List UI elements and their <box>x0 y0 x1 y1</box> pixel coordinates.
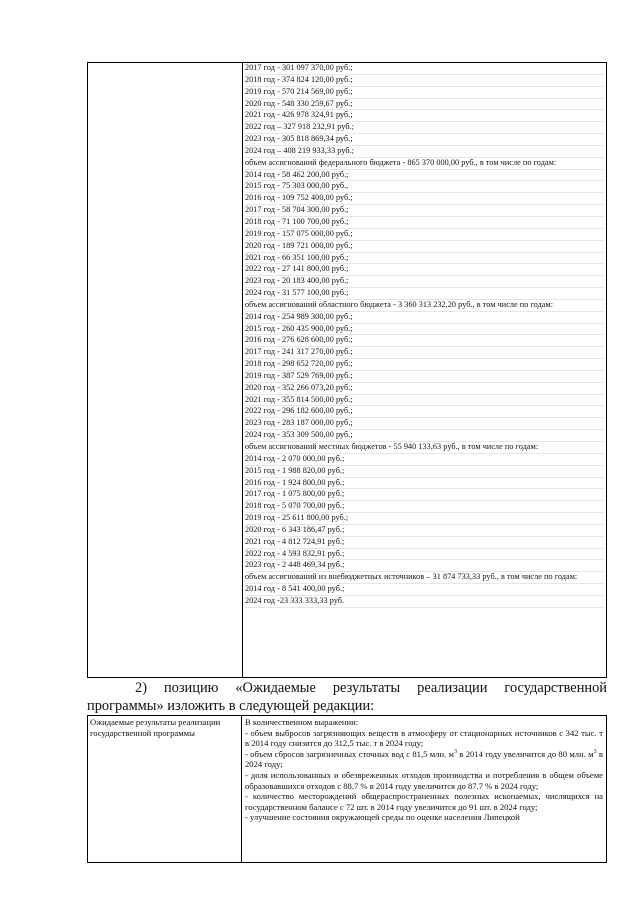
funding-line: 2014 год - 58 462 200,00 руб.; <box>245 170 604 182</box>
result-item: - количество месторождений общераспространенных полезных ископаемых, числящихся на государственном балансе с 72 шт. в 2014 году увеличится до 91 шт. в 2024 году; <box>245 791 603 812</box>
funding-line: 2018 год - 71 100 700,00 руб.; <box>245 217 604 229</box>
funding-line: 2015 год - 1 988 820,00 руб.; <box>245 466 604 478</box>
funding-line: 2019 год - 387 529 769,00 руб.; <box>245 371 604 383</box>
funding-table <box>87 62 607 678</box>
funding-line: 2017 год - 241 317 270,00 руб.; <box>245 347 604 359</box>
funding-line: 2018 год - 298 652 720,00 руб.; <box>245 359 604 371</box>
results-intro: В количественном выражении: <box>245 717 359 727</box>
funding-line: 2020 год - 548 330 259,67 руб.; <box>245 99 604 111</box>
funding-line: 2024 год -23 333 333,33 руб. <box>245 596 604 608</box>
funding-line: объем ассигнований местных бюджетов - 55 940 133,63 руб., в том числе по годам: <box>245 442 604 454</box>
result-item-text: в 2024 году; <box>245 748 603 770</box>
funding-line: 2016 год - 1 924 800,00 руб.; <box>245 478 604 490</box>
funding-line: 2024 год – 408 219 933,33 руб.; <box>245 146 604 158</box>
funding-line: 2023 год - 283 187 000,00 руб.; <box>245 418 604 430</box>
funding-line: 2014 год - 8 541 400,00 руб.; <box>245 584 604 596</box>
funding-line: объем ассигнований федерального бюджета - 865 370 000,00 руб., в том числе по годам: <box>245 158 604 170</box>
funding-line: 2022 год - 4 593 832,91 руб.; <box>245 549 604 561</box>
funding-line: 2015 год - 260 435 900,00 руб.; <box>245 324 604 336</box>
funding-line: 2020 год - 352 266 073,20 руб.; <box>245 383 604 395</box>
results-table-value-cell <box>243 716 606 823</box>
result-item: - объем выбросов загрязняющих веществ в атмосферу от стационарных источников с 342 тыс. т в 2014 году снизится до 312,5 тыс. т в 2024 году; <box>245 727 603 749</box>
results-label: Ожидаемые результаты реализации государственной программы <box>90 717 221 738</box>
funding-line: 2020 год - 189 721 000,00 руб.; <box>245 241 604 253</box>
result-item-text: в 2014 году увеличится до 80 млн. м <box>456 748 594 759</box>
funding-line: 2019 год - 570 214 569,00 руб.; <box>245 87 604 99</box>
funding-line: 2022 год - 296 182 600,00 руб.; <box>245 406 604 418</box>
funding-line: 2016 год - 276 628 600,00 руб.; <box>245 335 604 347</box>
superscript: 3 <box>453 748 457 755</box>
results-table <box>87 715 607 863</box>
funding-line: 2016 год - 109 752 400,00 руб.; <box>245 193 604 205</box>
result-item: - доля использованных и обезвреженных отходов производства и потребления в общем объеме образовавшихся отходов с 88.7 % в 2014 году увеличится до 87.7 % в 2024 году; <box>245 769 603 791</box>
funding-line: 2021 год - 426 978 324,91 руб.; <box>245 110 604 122</box>
funding-line: объем ассигнований из внебюджетных источников – 31 874 733,33 руб., в том числе по годам: <box>245 572 604 584</box>
results-table-label-cell <box>88 716 242 862</box>
funding-line: 2020 год - 6 343 186,47 руб.; <box>245 525 604 537</box>
superscript: 3 <box>593 748 597 755</box>
funding-line: 2024 год - 353 309 500,00 руб.; <box>245 430 604 442</box>
funding-line: 2021 год - 355 814 500,00 руб.; <box>245 395 604 407</box>
funding-line: 2015 год - 75 303 000,00 руб., <box>245 181 604 193</box>
result-item <box>245 749 603 770</box>
funding-line: 2018 год - 5 070 700,00 руб.; <box>245 501 604 513</box>
funding-line: 2017 год - 1 075 800,00 руб.; <box>245 489 604 501</box>
funding-table-value-cell <box>243 63 606 608</box>
funding-line: 2018 год - 374 824 120,00 руб.; <box>245 75 604 87</box>
funding-table-label-cell <box>88 63 243 677</box>
funding-line: 2019 год - 157 075 000,00 руб.; <box>245 229 604 241</box>
funding-line: 2021 год - 4 812 724,91 руб.; <box>245 537 604 549</box>
funding-line: 2022 год - 27 141 800,00 руб.; <box>245 264 604 276</box>
funding-line: 2022 год – 327 918 232,91 руб.; <box>245 122 604 134</box>
funding-line: 2014 год - 254 989 300,00 руб.; <box>245 312 604 324</box>
funding-line: 2019 год - 25 611 800,00 руб.; <box>245 513 604 525</box>
funding-line: 2021 год - 66 351 100,00 руб.; <box>245 253 604 265</box>
result-item: - улучшение состояния окружающей среды по оценке населения Липецкой <box>245 812 520 823</box>
funding-line: 2014 год - 2 070 000,00 руб.; <box>245 454 604 466</box>
funding-line: 2017 год - 58 704 300,00 руб.; <box>245 205 604 217</box>
amendment-paragraph: 2) позицию «Ожидаемые результаты реализации государственной программы» изложить в следующей редакции: <box>87 680 607 714</box>
funding-line: объем ассигнований областного бюджета - 3 360 313 232,20 руб., в том числе по годам: <box>245 300 604 312</box>
funding-line: 2023 год - 2 448 469,34 руб.; <box>245 560 604 572</box>
result-item-text: - объем сбросов загрязненных сточных вод с 81,5 млн. м <box>245 748 454 759</box>
funding-line: 2023 год - 305 818 869,34 руб.; <box>245 134 604 146</box>
funding-line: 2023 год - 20 183 400,00 руб.; <box>245 276 604 288</box>
funding-line: 2017 год - 301 097 370,00 руб.; <box>245 63 604 75</box>
funding-line: 2024 год - 31 577 100,00 руб.; <box>245 288 604 300</box>
